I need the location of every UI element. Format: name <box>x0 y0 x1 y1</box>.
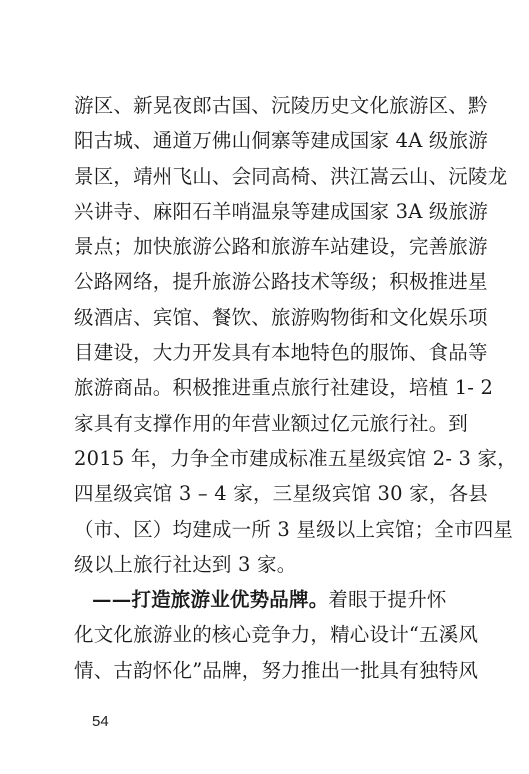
text-span: 着眼于提升怀 <box>328 588 447 612</box>
text-line: 游区、新晃夜郎古国、沅陵历史文化旅游区、黔 <box>74 94 488 117</box>
text-line: 目建设，大力开发具有本地特色的服饰、食品等 <box>74 341 488 365</box>
text-line: 景点；加快旅游公路和旅游车站建设，完善旅游 <box>74 235 488 259</box>
text-line: 景区，靖州飞山、会同高椅、洪江嵩云山、沅陵龙 <box>74 164 508 188</box>
text-line: 化文化旅游业的核心竞争力，精心设计“五溪风 <box>74 623 479 647</box>
text-line: 阳古城、通道万佛山侗寨等建成国家 4A 级旅游 <box>74 129 488 153</box>
text-line: 旅游商品。积极推进重点旅行社建设，培植 1- 2 <box>74 376 494 400</box>
text-line: 情、古韵怀化”品牌，努力推出一批具有独特风 <box>74 658 479 682</box>
text-line: 级酒店、宾馆、餐饮、旅游购物街和文化娱乐项 <box>74 305 488 329</box>
body-text <box>74 88 517 688</box>
text-line: 四星级宾馆 3 – 4 家，三星级宾馆 30 家，各县 <box>74 482 488 506</box>
text-line: 家具有支撑作用的年营业额过亿元旅行社。到 <box>74 411 469 435</box>
text-line: 级以上旅行社达到 3 家。 <box>74 552 297 576</box>
text-line: 兴讲寺、麻阳石羊哨温泉等建成国家 3A 级旅游 <box>74 199 488 223</box>
text-line: 2015 年，力争全市建成标准五星级宾馆 2- 3 家， <box>74 446 517 470</box>
text-line: 公路网络，提升旅游公路技术等级；积极推进星 <box>74 270 488 294</box>
text-line: （市、区）均建成一所 3 星级以上宾馆；全市四星 <box>74 517 514 541</box>
paragraph-first-line <box>74 582 466 617</box>
page-number: 54 <box>92 713 109 730</box>
section-heading: ——打造旅游业优势品牌。 <box>92 588 329 612</box>
